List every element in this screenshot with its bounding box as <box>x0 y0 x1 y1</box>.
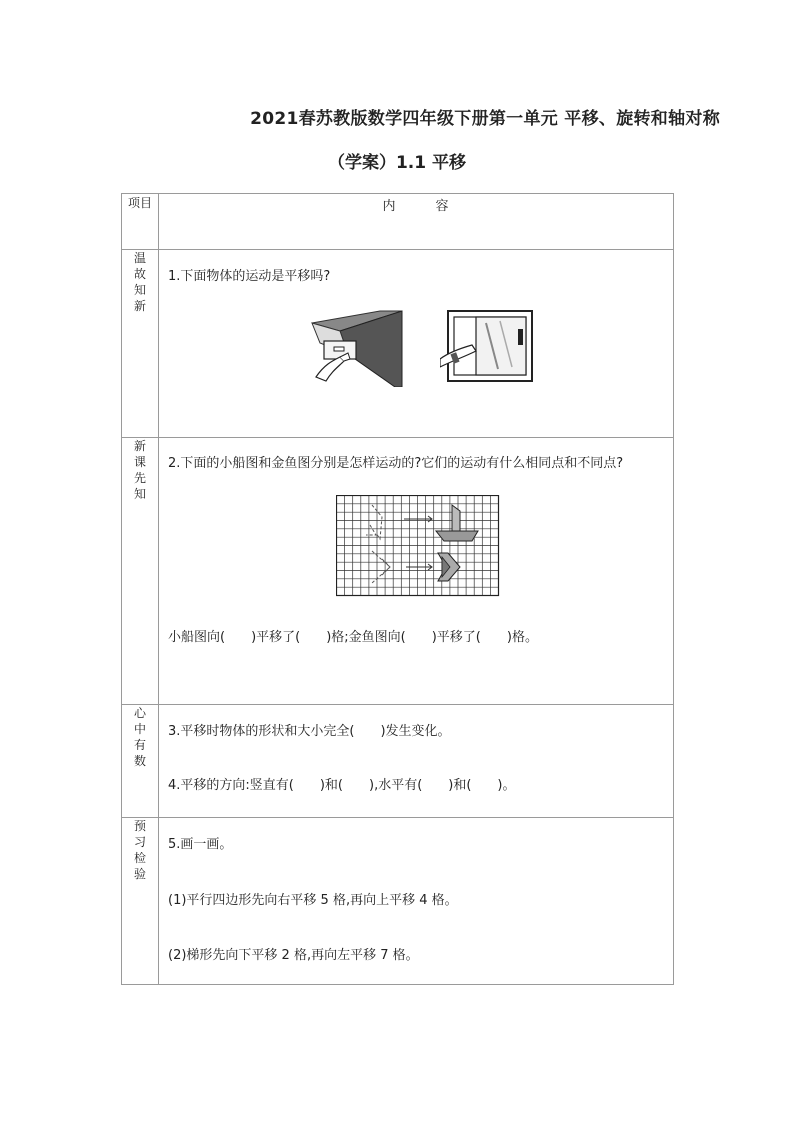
section-label-new-lesson: 新课先知 <box>133 439 146 501</box>
worksheet-table <box>121 193 674 985</box>
drawer-illustration <box>310 309 405 387</box>
section-check <box>122 705 674 818</box>
fill-blank-1: 小船图向( )平移了( )格;金鱼图向( )平移了( )格。 <box>168 630 538 645</box>
section-review <box>122 250 674 438</box>
section-label-check: 心中有数 <box>133 706 146 768</box>
question-5: 5.画一画。 <box>168 837 233 852</box>
question-4: 4.平移的方向:竖直有( )和( ),水平有( )和( )。 <box>168 778 516 793</box>
page-subtitle: （学案）1.1 平移 <box>327 153 467 173</box>
page-title: 2021春苏教版数学四年级下册第一单元 平移、旋转和轴对称 <box>250 109 720 129</box>
section-practice <box>122 818 674 985</box>
question-5b: (2)梯形先向下平移 2 格,再向左平移 7 格。 <box>168 948 419 963</box>
question-5a: (1)平行四边形先向右平移 5 格,再向上平移 4 格。 <box>168 893 458 908</box>
window-illustration <box>440 309 535 384</box>
question-2: 2.下面的小船图和金鱼图分别是怎样运动的?它们的运动有什么相同点和不同点? <box>168 456 624 471</box>
header-content: 内容 <box>159 194 674 250</box>
question-1: 1.下面物体的运动是平移吗? <box>168 269 331 284</box>
question-3: 3.平移时物体的形状和大小完全( )发生变化。 <box>168 724 451 739</box>
header-item: 项目 <box>122 194 159 250</box>
section-new-lesson <box>122 438 674 705</box>
section-label-practice: 预习检验 <box>133 819 146 881</box>
table-header-row <box>122 194 674 250</box>
section-label-review: 温故知新 <box>133 251 146 313</box>
translation-grid <box>336 495 500 597</box>
